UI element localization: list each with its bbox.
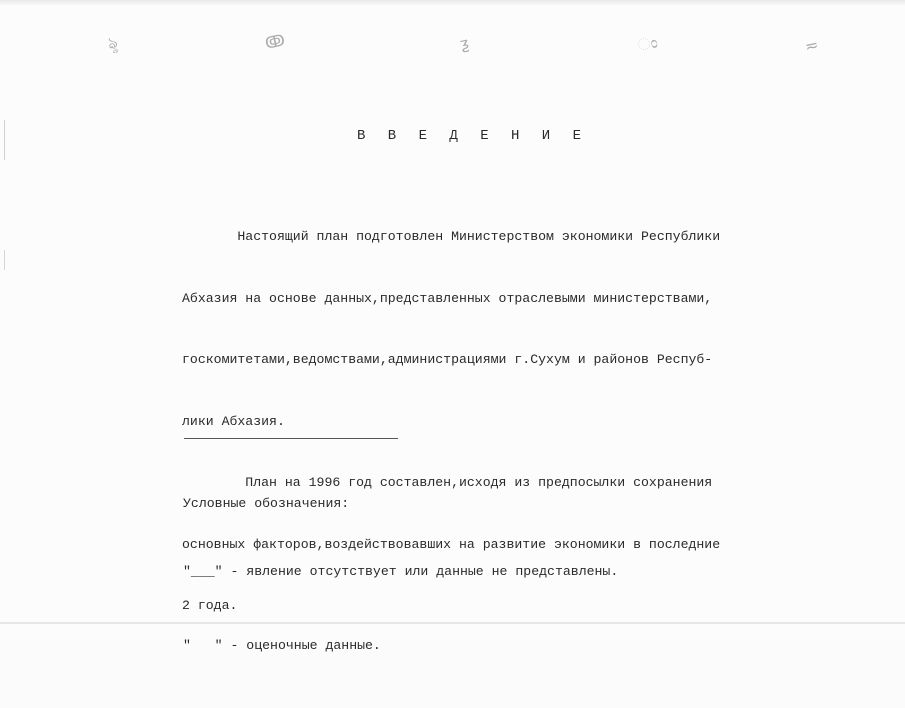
text-line: Абхазия на основе данных,представленных отраслевыми министерствами, <box>182 290 713 306</box>
text-line: лики Абхазия. <box>182 413 285 429</box>
legend-item-absent: "___" - явление отсутствует или данные не представлены. <box>183 564 619 579</box>
bleed-mark: ≂ <box>803 34 821 57</box>
document-title: В В Е Д Е Н И Е <box>356 128 589 144</box>
legend-title: Условные обозначения: <box>183 496 350 511</box>
footnote-divider <box>184 438 398 439</box>
legend <box>183 444 618 708</box>
scan-edge-left-mark <box>4 250 5 270</box>
bleed-mark: ƺ <box>458 33 471 54</box>
text-line: основных факторов,воздействовавших на развитие экономики в последние <box>182 536 721 552</box>
text-line: Настоящий план подготовлен Министерством экономики Республики <box>182 229 721 244</box>
text-line: 2 года. <box>182 598 238 613</box>
legend-item-estimate: " " - оценочные данные. <box>183 638 381 653</box>
bleed-mark: ↂ <box>263 30 287 53</box>
bleed-mark: ಂ <box>636 32 660 55</box>
bleed-mark: ৡ <box>105 32 120 53</box>
text-line: План на 1996 год составлен,исходя из предпосылки сохранения <box>182 475 713 490</box>
bleed-through-marks <box>0 0 905 80</box>
text-line: госкомитетами,ведомствами,администрациями г.Сухум и районов Респуб- <box>182 352 713 367</box>
